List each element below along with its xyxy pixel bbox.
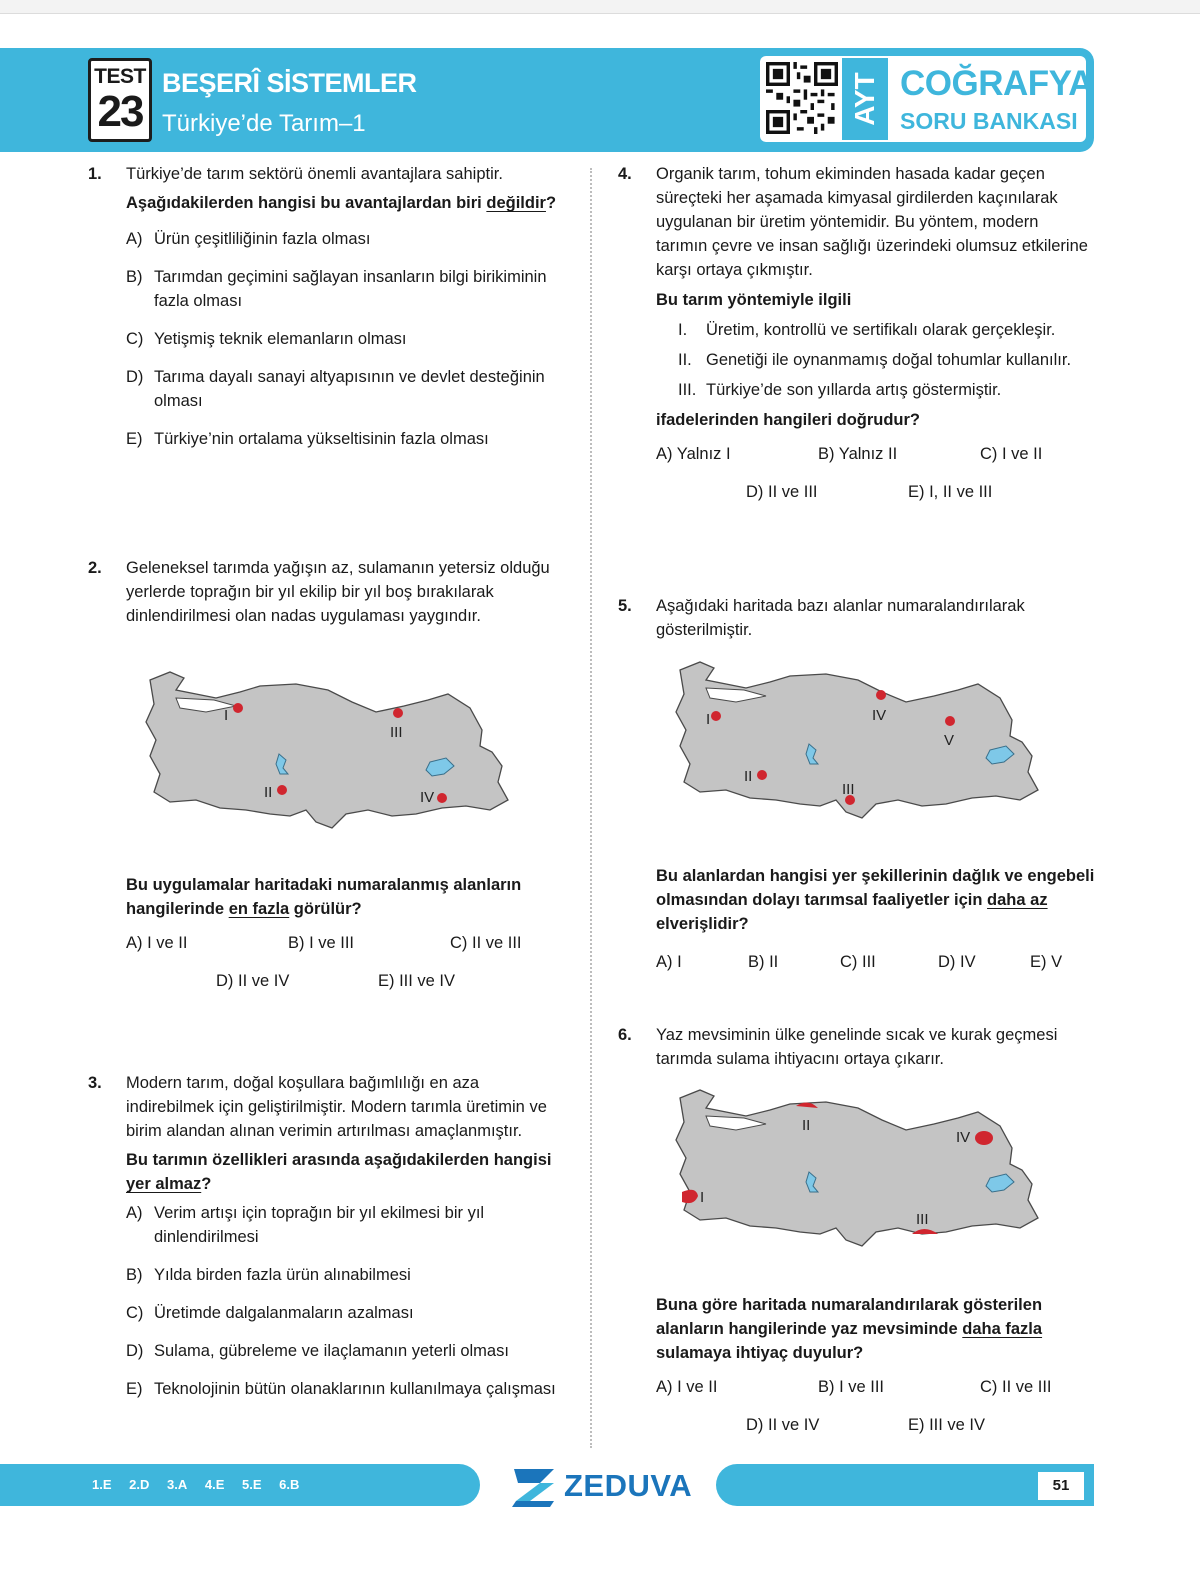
book-title: SORU BANKASI <box>900 108 1078 134</box>
question-5-ask <box>656 864 1096 980</box>
question-stem: Türkiye’de tarım sektörü önemli avantajlara sahiptir. <box>126 165 503 183</box>
exam-label: AYT <box>842 58 888 140</box>
emphasis-underline: en fazla <box>228 900 290 918</box>
question-ask: Buna göre haritada numaralandırılarak gösterilen alanların hangilerinde yaz mevsiminde daha fazla sulamaya ihtiyaç duyulur? <box>656 1296 1043 1362</box>
answer-option-a[interactable]: A) Verim artışı için toprağın bir yıl ekilmesi bir yıl dinlendirilmesi <box>126 1204 485 1246</box>
answer-option-e[interactable]: E) III ve IV <box>908 1416 986 1434</box>
question-stem: Aşağıdaki haritada bazı alanlar numaralandırılarak gösterilmiştir. <box>656 597 1025 639</box>
question-6 <box>618 1023 1094 1071</box>
subject-title: COĞRAFYA <box>900 64 1094 103</box>
page-top-edge <box>0 0 1200 14</box>
answer-option-a[interactable]: A) Yalnız I <box>656 445 731 463</box>
answer-options <box>656 1375 1096 1455</box>
answer-option-d[interactable]: D) IV <box>938 953 976 971</box>
question-stem: Modern tarım, doğal koşullara bağımlılığı en aza indirebilmek için geliştirilmiştir. Modern tarımla üretimin ve birim alandan alınan verimin artırılması amaçlanmıştır. <box>126 1074 547 1140</box>
question-ask: Bu tarımın özellikleri arasında aşağıdakilerden hangisi yer almaz? <box>126 1151 552 1193</box>
answer-option-c[interactable]: C) II ve III <box>450 934 522 952</box>
map-point-iv <box>876 690 886 700</box>
question-stem: Organik tarım, tohum ekiminden hasada kadar geçen süreçteki her aşamada kimyasal girdilerden kaçınılarak uygulanan bir üretim yöntemidir. Bu yöntem, modern tarımın çevre ve insan sağlığı üzerindeki olumsuz etkilerine karşı ortaya çıkmıştır. <box>656 165 1088 279</box>
map-label-iii: III <box>916 1211 929 1228</box>
turkey-map-q5 <box>666 654 1046 834</box>
map-point-v <box>945 716 955 726</box>
answer-option-d[interactable]: D) Tarıma dayalı sanayi altyapısının ve devlet desteğinin olması <box>126 368 545 410</box>
answer-option-c[interactable]: C) I ve II <box>980 445 1043 463</box>
map-label-ii: II <box>264 784 273 801</box>
qr-code-icon <box>766 62 838 134</box>
answer-option-a[interactable]: A) I ve II <box>656 1378 718 1396</box>
turkey-map-q2 <box>136 664 516 844</box>
answer-key-item: 5.E <box>242 1477 262 1492</box>
map-label-iii: III <box>842 781 855 798</box>
answer-option-e[interactable]: E) I, II ve III <box>908 483 993 501</box>
question-6-ask <box>656 1293 1096 1455</box>
question-number: 6. <box>618 1026 632 1044</box>
map-area-iv <box>975 1131 993 1145</box>
map-label-v: V <box>944 732 955 749</box>
answer-option-d[interactable]: D) II ve IV <box>746 1416 820 1434</box>
question-number: 5. <box>618 597 632 615</box>
question-2-ask <box>126 873 566 1011</box>
answer-option-b[interactable]: B) I ve III <box>818 1378 885 1396</box>
question-lead: Bu tarım yöntemiyle ilgili <box>656 291 852 309</box>
map-point-iii <box>393 708 403 718</box>
turkey-outline <box>146 672 508 828</box>
answer-option-d[interactable]: D) Sulama, gübreleme ve ilaçlamanın yeterli olması <box>126 1342 509 1360</box>
map-label-iii: III <box>390 724 403 741</box>
answer-option-e[interactable]: E) III ve IV <box>378 972 456 990</box>
statement-i: I. Üretim, kontrollü ve sertifikalı olarak gerçekleşir. <box>678 321 1056 339</box>
answer-option-e[interactable]: E) Teknolojinin bütün olanaklarının kullanılmaya çalışması <box>126 1380 556 1398</box>
turkey-outline <box>676 662 1038 818</box>
map-point-iv <box>437 793 447 803</box>
map-label-i: I <box>224 707 229 724</box>
answer-option-c[interactable]: C) Üretimde dalgalanmaların azalması <box>126 1304 414 1322</box>
answer-option-d[interactable]: D) II ve IV <box>216 972 290 990</box>
answer-option-b[interactable]: B) Yılda birden fazla ürün alınabilmesi <box>126 1266 411 1284</box>
column-divider <box>590 168 592 1448</box>
emphasis-underline: değildir <box>486 194 546 212</box>
map-point-ii <box>757 770 767 780</box>
emphasis-underline: daha az <box>987 891 1048 909</box>
publisher-name: ZEDUVA <box>564 1468 693 1503</box>
answer-option-b[interactable]: B) Tarımdan geçimini sağlayan insanların bilgi birikiminin fazla olması <box>126 268 547 310</box>
answer-key-item: 1.E <box>92 1477 112 1492</box>
map-point-i <box>233 703 243 713</box>
question-ask: Aşağıdakilerden hangisi bu avantajlardan biri değildir? <box>126 194 557 212</box>
question-number: 3. <box>88 1074 102 1092</box>
question-stem: Geleneksel tarımda yağışın az, sulamanın yetersiz olduğu yerlerde toprağın bir yıl ekilip bir yıl boş bırakılarak dinlendirilmesi olan nadas uygulaması yaygındır. <box>126 559 550 625</box>
answer-options <box>656 442 1094 522</box>
turkey-map-q6 <box>666 1082 1046 1262</box>
answer-option-c[interactable]: C) Yetişmiş teknik elemanların olması <box>126 330 407 348</box>
question-number: 4. <box>618 165 632 183</box>
statement-ii: II. Genetiği ile oynanmamış doğal tohumlar kullanılır. <box>678 351 1072 369</box>
question-ask: Bu alanlardan hangisi yer şekillerinin dağlık ve engebeli olmasından dolayı tarımsal faaliyetler için daha az elverişlidir? <box>656 867 1095 933</box>
unit-title: BEŞERÎ SİSTEMLER <box>162 68 417 98</box>
answer-options <box>656 950 1096 980</box>
answer-key <box>92 1477 313 1492</box>
unit-subtitle: Türkiye’de Tarım–1 <box>162 110 366 137</box>
test-number: 23 <box>97 87 143 136</box>
question-ask: ifadelerinden hangileri doğrudur? <box>656 411 921 429</box>
question-stem: Yaz mevsiminin ülke genelinde sıcak ve kurak geçmesi tarımda sulama ihtiyacını ortaya çıkarır. <box>656 1026 1058 1068</box>
map-label-ii: II <box>802 1117 811 1134</box>
map-point-i <box>711 711 721 721</box>
emphasis-underline: daha fazla <box>962 1320 1043 1338</box>
answer-option-b[interactable]: B) Yalnız II <box>818 445 898 463</box>
answer-option-c[interactable]: C) II ve III <box>980 1378 1052 1396</box>
question-2 <box>88 556 558 628</box>
test-badge <box>88 58 152 142</box>
page-number: 51 <box>1038 1472 1084 1500</box>
answer-option-c[interactable]: C) III <box>840 953 876 971</box>
question-1 <box>88 162 558 451</box>
answer-option-d[interactable]: D) II ve III <box>746 483 818 501</box>
map-label-ii: II <box>744 768 753 785</box>
answer-option-b[interactable]: B) I ve III <box>288 934 355 952</box>
answer-options <box>126 931 566 1011</box>
question-number: 2. <box>88 559 102 577</box>
answer-key-item: 2.D <box>129 1477 150 1492</box>
answer-option-b[interactable]: B) II <box>748 953 779 971</box>
map-label-iv: IV <box>420 789 435 806</box>
map-label-i: I <box>706 711 711 728</box>
answer-option-e[interactable]: E) V <box>1030 953 1063 971</box>
map-point-ii <box>277 785 287 795</box>
answer-key-item: 4.E <box>204 1477 225 1492</box>
statement-iii: III. Türkiye’de son yıllarda artış göstermiştir. <box>678 381 1002 399</box>
answer-option-a[interactable]: A) I <box>656 953 682 971</box>
answer-option-e[interactable]: E) Türkiye’nin ortalama yükseltisinin fazla olması <box>126 430 489 448</box>
question-number: 1. <box>88 165 102 183</box>
map-label-iv: IV <box>872 707 887 724</box>
question-5 <box>618 594 1094 642</box>
map-label-iv: IV <box>956 1129 971 1146</box>
answer-key-item: 6.B <box>279 1477 300 1492</box>
answer-option-a[interactable]: A) Ürün çeşitliliğinin fazla olması <box>126 230 371 248</box>
question-3 <box>88 1071 558 1401</box>
question-4 <box>618 162 1094 522</box>
test-label: TEST <box>94 65 146 88</box>
answer-key-item: 3.A <box>167 1477 188 1492</box>
turkey-outline <box>676 1090 1038 1246</box>
answer-option-a[interactable]: A) I ve II <box>126 934 188 952</box>
question-ask: Bu uygulamalar haritadaki numaralanmış alanların hangilerinde en fazla görülür? <box>126 876 522 918</box>
map-label-i: I <box>700 1189 705 1206</box>
emphasis-underline: yer almaz <box>126 1175 202 1193</box>
